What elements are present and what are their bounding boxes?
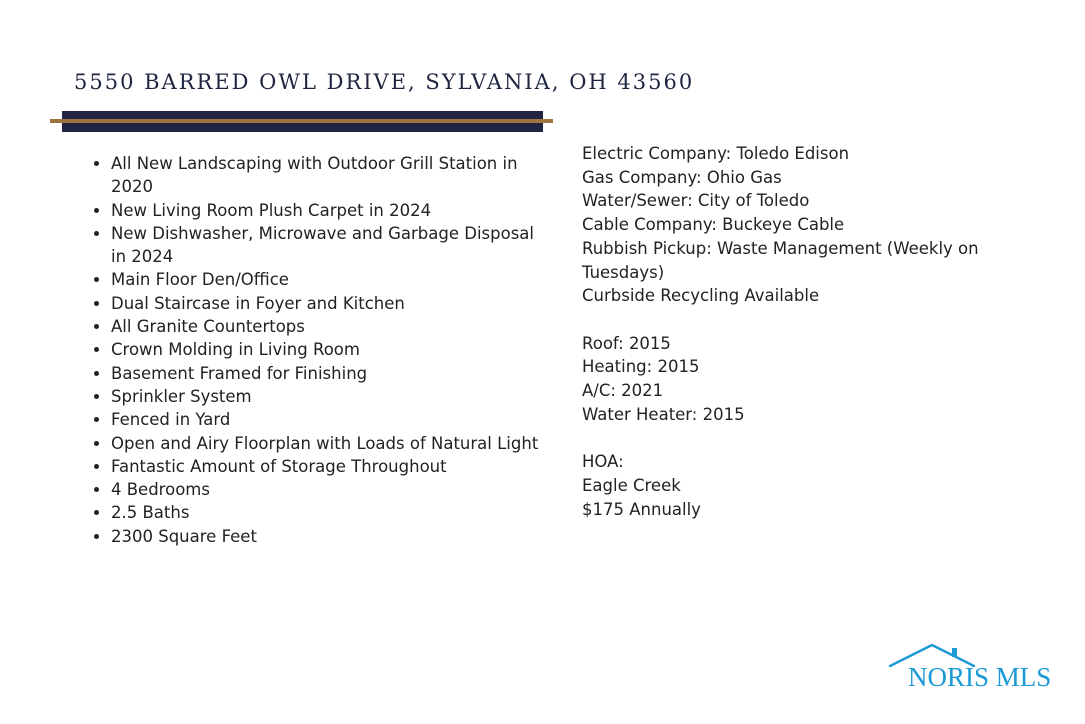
hoa-label: HOA: [582, 452, 624, 472]
water-sewer: Water/Sewer: City of Toledo [582, 191, 810, 211]
feature-item: • New Dishwasher, Microwave and Garbage Disposal in 2024 [111, 222, 541, 269]
feature-item: • Dual Staircase in Foyer and Kitchen [111, 292, 541, 315]
feature-item: • 4 Bedrooms [111, 478, 541, 501]
spacer [582, 308, 1022, 332]
title-banner-stripe [50, 119, 553, 123]
feature-item: • Sprinkler System [111, 385, 541, 408]
electric-company: Electric Company: Toledo Edison [582, 144, 850, 163]
feature-item: • New Living Room Plush Carpet in 2024 [111, 199, 541, 222]
page-title: 5550 BARRED OWL DRIVE, SYLVANIA, OH 43560 [74, 70, 695, 94]
feature-item: • Fenced in Yard [111, 408, 541, 431]
feature-item: • Fantastic Amount of Storage Throughout [111, 455, 541, 478]
feature-item: • Open and Airy Floorplan with Loads of Natural Light [111, 432, 541, 455]
feature-item: • 2300 Square Feet [111, 525, 541, 548]
roof-year: Roof: 2015 [582, 333, 671, 353]
water-heater-year: Water Heater: 2015 [582, 404, 745, 424]
feature-item: • All New Landscaping with Outdoor Grill Station in 2020 [111, 152, 541, 199]
heating-year: Heating: 2015 [582, 357, 700, 377]
ac-year: A/C: 2021 [582, 381, 664, 401]
hoa-name: Eagle Creek [582, 475, 681, 495]
feature-item: • All Granite Countertops [111, 315, 541, 338]
gas-company: Gas Company: Ohio Gas [582, 167, 782, 187]
feature-item: • 2.5 Baths [111, 501, 541, 524]
noris-mls-logo [888, 642, 1068, 696]
features-list [94, 152, 541, 548]
cable-company: Cable Company: Buckeye Cable [582, 215, 845, 235]
property-info-column [582, 142, 1022, 521]
feature-item: • Basement Framed for Finishing [111, 362, 541, 385]
rubbish-pickup: Rubbish Pickup: Waste Management (Weekly on Tuesdays) [582, 238, 979, 282]
curbside-recycling: Curbside Recycling Available [582, 286, 820, 306]
spacer [582, 426, 1022, 450]
feature-item: • Main Floor Den/Office [111, 268, 541, 291]
logo-text: NORIS MLS [908, 662, 1052, 692]
hoa-fee: $175 Annually [582, 499, 701, 519]
feature-item: • Crown Molding in Living Room [111, 338, 541, 361]
